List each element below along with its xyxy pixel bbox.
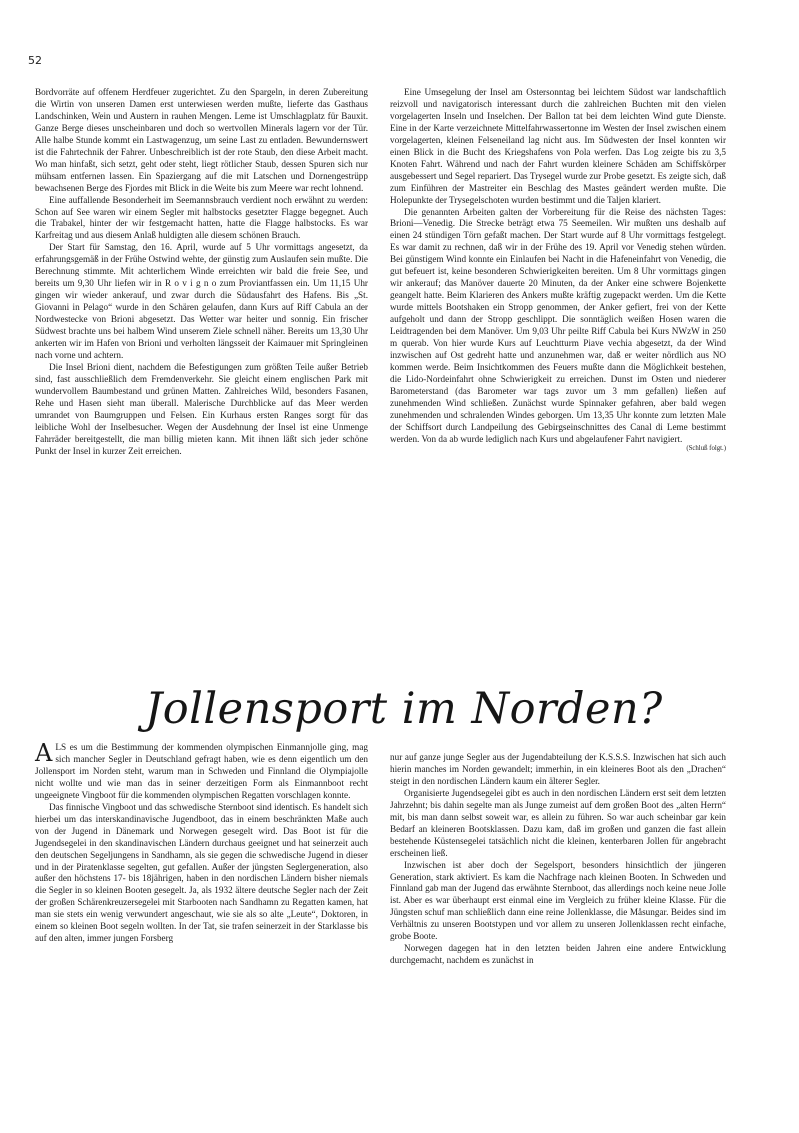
top-right-column (390, 87, 726, 453)
continued-note: (Schluß folgt.) (686, 444, 726, 452)
top-left-column (35, 87, 368, 458)
paragraph: Das finnische Vingboot und das schwedische Sternboot sind identisch. Es handelt sich hierbei um das interskandinavische Jugendboot, das in einem beschränkten Maße auch von der Jugend in Dänemark und Norwegen gesegelt wird. Das Boot ist für die Jugendsegelei in den skandinavischen Ländern durchaus geeignet und hat seinerzeit auch den deutschen Segeljungens in Sandhamn, als sie gegen die schwedische Jugend in dieser und in der Piratenklasse segelten, gut gefallen. Außer der jüngsten Seglergeneration, also außer den höchstens 17- bis 18jährigen, haben in den nordischen Ländern bisher niemals die Segler in so kleinen Booten gesegelt. Ja, als 1932 ältere deutsche Segler nach der Zeit der großen Schärenkreuzersegelei mit Starbooten nach Sandhamn zu Regatten kamen, hat man sie stets ein wenig verwundert angeschaut, wie sie als so alte „Leute“, Doktoren, in einem so kleinen Boot segeln wollten. In der Tat, sie trafen seinerzeit in der Starklasse bis auf den alten, immer jungen Forsberg (35, 801, 368, 944)
paragraph: Die genannten Arbeiten galten der Vorbereitung für die Reise des nächsten Tages: Brioni—Venedig. Die Strecke beträgt etwa 75 Seemeilen. Wir mußten uns deshalb auf einen 24 stündigen Törn gefaßt machen. Der Start wurde auf 8 Uhr vormittags festgelegt. Es war damit zu rechnen, daß wir in der Frühe des 19. April vor Venedig stehen würden. Bei günstigem Wind konnte ein Einlaufen bei Nacht in die Hafeneinfahrt von Venedig, die gut befeuert ist, keine besonderen Schwierigkeiten bereiten. Um 8 Uhr vormittags gingen wir ankerauf; das Manöver dauerte 20 Minuten, da der Anker eine schwere Bojenkette geangelt hatte. Beim Klarieren des Ankers mußte kräftig zugepackt werden. Um die Kette wurde mittels Bootshaken ein Stropp genommen, der Anker gefiert, frei von der Kette aufgeholt und dann der Stropp geschlippt. Die sonntäglich weißen Hosen waren die Leidtragenden bei dem Manöver. Um 9,03 Uhr peilte Riff Cabula bei Kurs NWzW in 250 m querab. Von hier wurde Kurs auf Leuchtturm Piave vechia abgesetzt, da der Wind inzwischen auf Ost gedreht hatte und anzunehmen war, daß er weiter nördlich aus NO kommen werde. Beim Insichtkommen des Feuers mußte dann die Möglichkeit bestehen, die Lido-Nordeinfahrt ohne Schwierigkeit zu erreichen. Dunst im Osten und niederer Barometerstand (das Barometer war tags zuvor um 3 mm gefallen) ließen auf zunehmenden Wind schließen. Zunächst wurde Spinnaker gefahren, aber bald wegen zunehmenden und schralenden Windes geborgen. Um 13,35 Uhr konnte zum letzten Male der Schiffsort durch Landpeilung des Gebirgseinschnittes des Canal di Leme bestimmt werden. Von da ab wurde lediglich nach Kurs und abgelaufener Fahrt navigiert. (390, 206, 726, 444)
bottom-left-column (35, 739, 368, 945)
paragraph-text: LS es um die Bestimmung der kommenden olympischen Einmannjolle ging, mag sich mancher Segler in Deutschland gefragt haben, wie es denn eigentlich um den Jollensport im Norden steht, warum man in Schweden und Finnland die Olympiajolle nicht wollte und wie man das in seiner derzeitigen Form als Einmannboot recht ungeeignete Vingboot für die kommenden olympischen Regatten vorschlagen konnte. (35, 742, 368, 800)
paragraph: Eine Umsegelung der Insel am Ostersonntag bei leichtem Südost war landschaftlich reizvoll und navigatorisch interessant durch die zahlreichen Buchten mit den vielen vorgelagerten Inseln und Inselchen. Der Ballon tat bei dem leichten Wind gute Dienste. Eine in der Karte verzeichnete Mittelfahrwassertonne im Westen der Insel zwischen einem vorgelagerten, kleinen Felseneiland lag nicht aus. Im Südwesten der Insel konnten wir einen Blick in die Bucht des Kriegshafens von Pola werfen. Das Log zeigte bis zu 3,5 Knoten Fahrt. Während und nach der Fahrt wurden kleinere Schäden am Schiffskörper ausgebessert und Segel repariert. Das Trysegel wurde zur Probe gesetzt. Es zeigte sich, daß zum Einführen der Mastreiter ein Beschlag des Mastes geändert werden mußte. Die Holepunkte der Trysegelschoten wurden bestimmt und die Taljen klariert. (390, 87, 726, 205)
paragraph: Die Insel Brioni dient, nachdem die Befestigungen zum größten Teile außer Betrieb sind, fast ausschließlich dem Fremdenverkehr. Sie gleicht einem englischen Park mit wundervollem Baumbestand und grünen Matten. Zahlreiches Wild, besonders Fasanen, Rehe und Hasen sieht man überall. Malerische Durchblicke auf das Meer werden umrandet von Baumgruppen und Felsen. Ein Kurhaus ersten Ranges sorgt für das leibliche Wohl der Inselbesucher. Wegen der Ausdehnung der Insel ist eine Unmenge Fahrräder bereitgestellt, die man billig mieten kann. Mit ihnen läßt sich jeder schöne Punkt der Insel in kurzer Zeit erreichen. (35, 361, 368, 456)
paragraph: Bordvorräte auf offenem Herdfeuer zugerichtet. Zu den Spargeln, in deren Zubereitung die Wirtin von unseren Damen erst unterwiesen werden mußte, lieferte das Gasthaus Landschinken, Wein und Austern in rauhen Mengen. Leme ist Umschlagplatz für Bauxit. Ganze Berge dieses unscheinbaren und doch so wertvollen Minerals lagern vor der Tür. Alle halbe Stunde kommt ein Lastwagenzug, um seine Last zu entladen. Bewundernswert ist die Fahrtechnik der Fahrer. Unbeschreiblich ist der rote Staub, den diese Arbeit macht. Wo man hinfaßt, sich setzt, geht oder steht, liegt rötlicher Staub, dessen Spuren sich nur mühsam entfernen lassen. Ein Spaziergang auf die mit Latschen und Dornengestrüpp bewachsenen Berge des Fjordes mit Blick in die Weite bis zum Meere war recht lohnend. (35, 87, 368, 193)
page-number: 52 (28, 54, 42, 67)
drop-cap: A (35, 739, 53, 767)
paragraph: nur auf ganze junge Segler aus der Jugendabteilung der K.S.S.S. Inzwischen hat sich auch hierin manches im Norden gewandelt; immerhin, in ein kleineres Boot als den „Drachen“ steigt in den nordischen Ländern kaum ein älterer Segler. (390, 752, 726, 786)
article-headline: Jollensport im Norden? (145, 684, 663, 734)
paragraph: Norwegen dagegen hat in den letzten beiden Jahren eine andere Entwicklung durchgemacht, nachdem es zunächst in (390, 943, 726, 966)
paragraph: Organisierte Jugendsegelei gibt es auch in den nordischen Ländern erst seit dem letzten Jahrzehnt; bis dahin segelte man als Junge zumeist auf dem großen Boot des „alten Herrn“ mit, bis man dann selbst soweit war, es allein zu führen. So war auch scheinbar gar kein Bedarf an kleineren Bootsklassen. Dazu kam, daß im großen und ganzen die fast allein bestehende Küstensegelei tatsächlich nicht die kleinen, kenterbaren Jollen für angebracht erscheinen ließ. (390, 787, 726, 858)
paragraph: Inzwischen ist aber doch der Segelsport, besonders hinsichtlich der jüngeren Generation, stark aktiviert. Es kam die Nachfrage nach kleinen Booten. In Schweden und Finnland gab man der Jugend das erwähnte Sternboot, das allerdings noch keine neue Jolle ist. Aber es war überhaupt erst einmal eine im Vergleich zu früher kleine Klasse. Für die Jüngsten schuf man schließlich dann eine reine Jollenklasse, die Måsungar. Beides sind im Verhältnis zu unseren Bootstypen und vor allem zu unseren Jollenklassen recht einfache, grobe Boote. (390, 859, 726, 942)
paragraph (35, 739, 368, 802)
paragraph: Eine auffallende Besonderheit im Seemannsbrauch verdient noch erwähnt zu werden: Schon auf See waren wir einem Segler mit halbstocks gesetzter Flagge begegnet. Auch die Trabakel, hinter der wir festgemacht hatten, hatte die Flagge halbstocks. Es war Karfreitag und aus diesem Anlaß huldigten alle diesem schönen Brauch. (35, 194, 368, 241)
paragraph: Der Start für Samstag, den 16. April, wurde auf 5 Uhr vormittags angesetzt, da erfahrungsgemäß in der Frühe Ostwind wehte, der günstig zum Auslaufen sein mußte. Die Berechnung stimmte. Mit achterlichem Winde erreichten wir bald die freie See, und bereits um 9,30 Uhr liefen wir in R o v i g n o zum Proviantfassen ein. Um 11,15 Uhr gingen wir wieder ankerauf, und zwar durch die Südausfahrt des Hafens. Bis „St. Giovanni in Pelago“ wurde in den Schären gelaufen, dann Kurs auf Riff Cabula an der Nordwestecke von Brioni abgesetzt. Das Wetter war heiter und sonnig. Ein frischer Südwest brachte uns bei halbem Wind unserem Ziele schnell näher. Bereits um 13,30 Uhr ankerten wir im Hafen von Brioni und verholten längsseit der Kaimauer mit Springleinen nach vorne und achtern. (35, 242, 368, 360)
bottom-right-column (390, 752, 726, 967)
